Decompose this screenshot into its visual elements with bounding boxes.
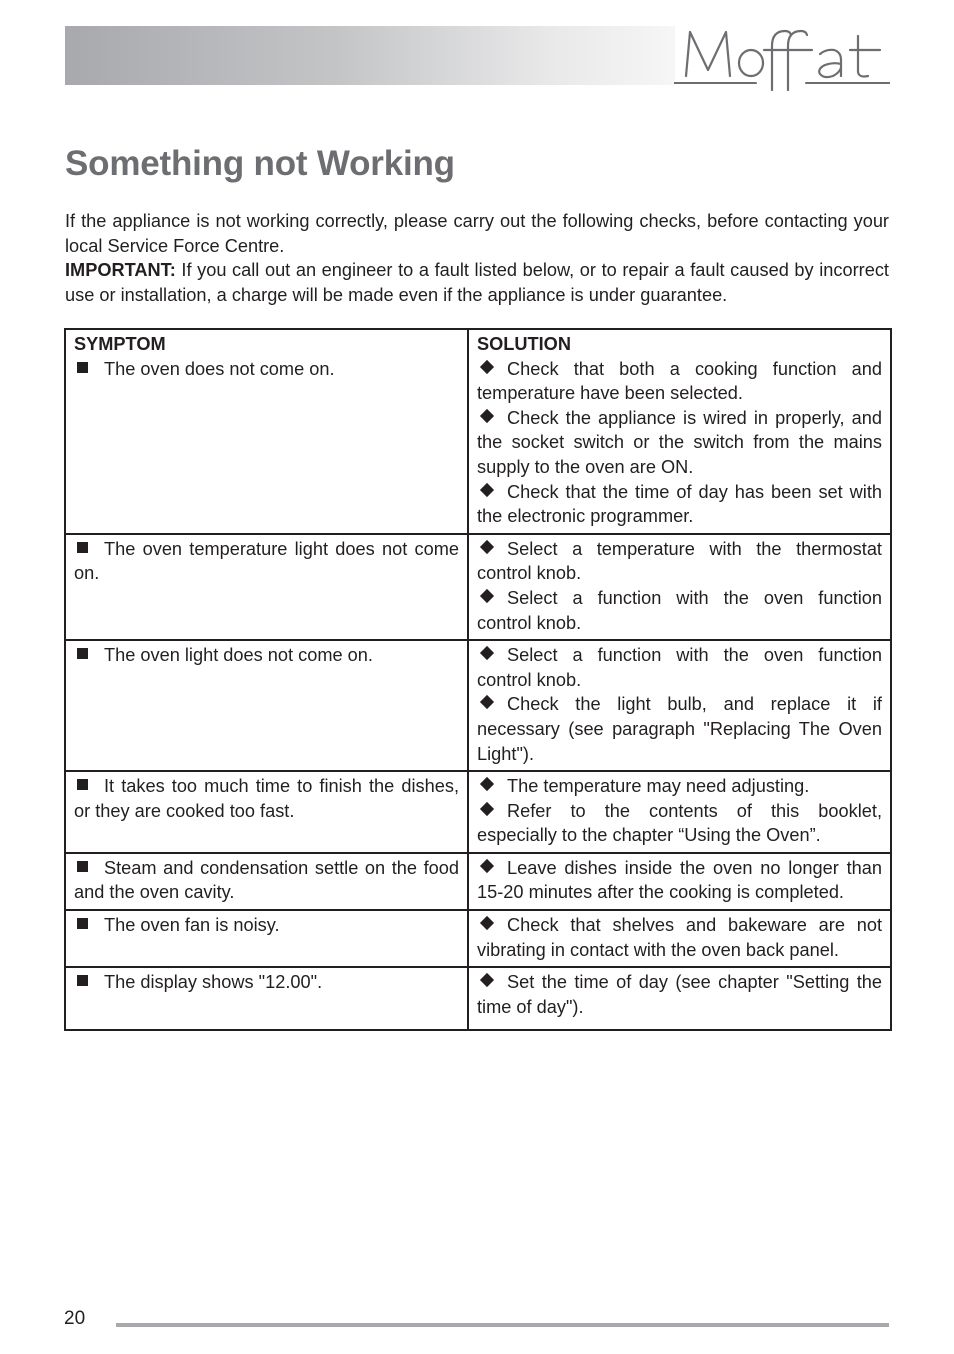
symptom-cell [65,910,468,967]
symptom-cell [65,640,468,771]
table-row [65,967,891,1030]
diamond-bullet-icon [480,973,494,987]
symptom-cell [65,967,468,1030]
diamond-bullet-icon [480,646,494,660]
diamond-bullet-icon [480,695,494,709]
solution-text: Check the appliance is wired in properly, and the socket switch or the switch from the mains supply to the oven are ON. [477,407,882,477]
diamond-bullet-icon [480,360,494,374]
solution-cell [468,771,891,853]
diamond-bullet-icon [480,540,494,554]
symptom-cell [65,534,468,640]
important-text: If you call out an engineer to a fault listed below, or to repair a fault caused by incorrect use or installation, a charge will be made even if the appliance is under guarantee. [65,260,889,305]
solution-cell [468,534,891,640]
solution-text: The temperature may need adjusting. [507,776,810,797]
symptom-cell [65,329,468,534]
square-bullet-icon [77,779,88,790]
symptom-header: SYMPTOM [74,334,166,354]
diamond-bullet-icon [480,777,494,791]
square-bullet-icon [77,918,88,929]
solution-text: Check that shelves and bakeware are not vibrating in contact with the oven back panel. [477,915,882,960]
troubleshooting-table [64,328,892,1031]
brand-logo [674,22,890,92]
solution-text: Select a function with the oven function control knob. [477,587,882,633]
table-row [65,771,891,853]
table-row [65,853,891,910]
intro-paragraph: If the appliance is not working correctly, please carry out the following checks, before contacting your local Service Force Centre. [65,211,889,256]
diamond-bullet-icon [480,859,494,873]
solution-cell [468,329,891,534]
symptom-text: The oven does not come on. [104,358,335,379]
diamond-bullet-icon [480,802,494,816]
table-row [65,534,891,640]
table-row [65,640,891,771]
diamond-bullet-icon [480,482,494,496]
square-bullet-icon [77,648,88,659]
symptom-text: Steam and condensation settle on the food and the oven cavity. [74,857,459,903]
solution-text: Check the light bulb, and replace it if necessary (see paragraph "Replacing The Oven Light"). [477,694,882,764]
solution-cell [468,853,891,910]
solution-text: Refer to the contents of this booklet, especially to the chapter “Using the Oven”. [477,800,882,846]
solution-cell [468,967,891,1030]
solution-text: Check that the time of day has been set with the electronic programmer. [477,481,882,527]
solution-text: Set the time of day (see chapter "Setting the time of day"). [477,972,882,1017]
diamond-bullet-icon [480,589,494,603]
square-bullet-icon [77,542,88,553]
table-row [65,910,891,967]
solution-cell [468,640,891,771]
page-number: 20 [64,1308,86,1329]
symptom-text: It takes too much time to finish the dishes, or they are cooked too fast. [74,776,459,821]
square-bullet-icon [77,975,88,986]
solution-text: Select a temperature with the thermostat control knob. [477,538,882,584]
square-bullet-icon [77,362,88,373]
symptom-text: The oven light does not come on. [104,645,373,666]
solution-text: Select a function with the oven function control knob. [477,645,882,690]
footer-rule [116,1323,889,1327]
solution-header: SOLUTION [477,334,571,354]
important-notice [65,258,889,307]
solution-text: Leave dishes inside the oven no longer than 15-20 minutes after the cooking is completed. [477,857,882,903]
solution-cell [468,910,891,967]
symptom-text: The display shows "12.00". [104,972,323,993]
page-title: Something not Working [65,144,455,183]
symptom-cell [65,771,468,853]
diamond-bullet-icon [480,916,494,930]
table-row [65,329,891,534]
symptom-text: The oven temperature light does not come on. [74,538,459,584]
diamond-bullet-icon [480,409,494,423]
solution-text: Check that both a cooking function and temperature have been selected. [477,358,882,404]
symptom-cell [65,853,468,910]
symptom-text: The oven fan is noisy. [104,915,280,936]
square-bullet-icon [77,861,88,872]
intro-text [65,209,889,307]
header-bar [65,26,675,85]
important-label: IMPORTANT: [65,260,176,281]
